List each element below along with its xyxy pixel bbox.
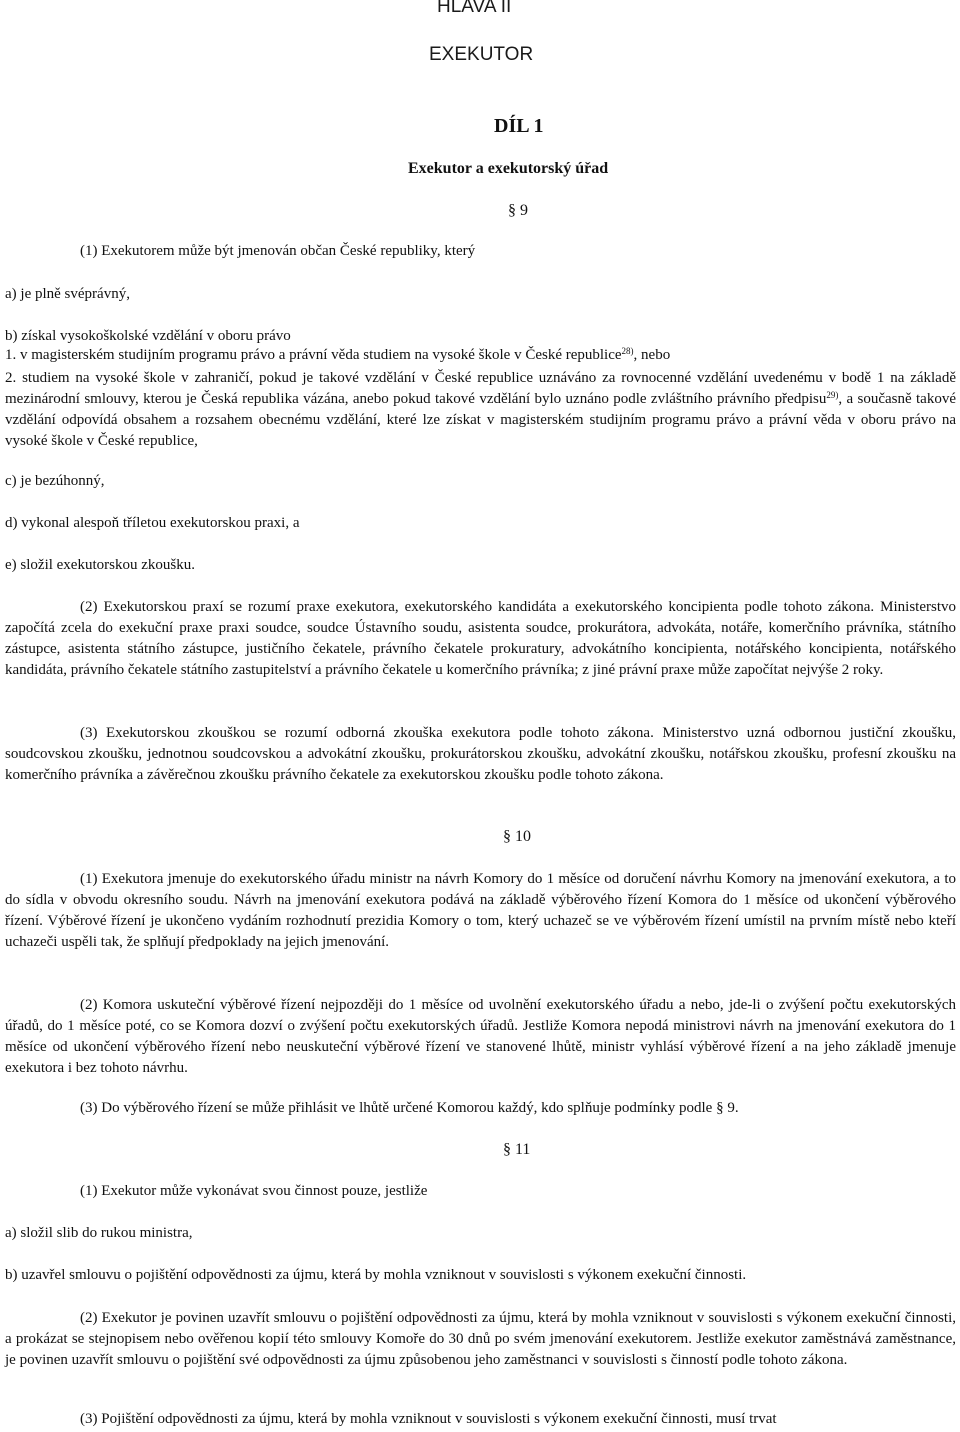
s11-paragraph-2: (2) Exekutor je povinen uzavřít smlouvu o pojištění odpovědnosti za újmu, která by mohla vzniknout v souvislosti s výkonem exekuční činnosti, a prokázat se stejnopisem nebo ověřenou kopií této smlouvy Komoře do 30 dnů po svém jmenování exekutorem. Jestliže exekutor zaměstnává zaměstnance, je povinen uzavřít smlouvu o pojištění své odpovědnosti za újmu způsobenou jeho zaměstnanci v souvislosti s činností podle tohoto zákona. bbox=[5, 1310, 956, 1368]
s10-paragraph-3: (3) Do výběrového řízení se může přihlásit ve lhůtě určené Komorou každý, kdo splňuje podmínky podle § 9. bbox=[80, 1100, 739, 1116]
s9-item-b1-tail: , nebo bbox=[633, 347, 671, 363]
section-heading-10: § 10 bbox=[503, 828, 531, 845]
s9-item-b2-tail: , a současně takové vzdělání odpovídá obsahem a rozsahem obecnému vzdělání, které lze získat v magisterském studijním programu právo a právní věda v oboru právo na vysoké škole v České republice, bbox=[5, 391, 956, 449]
s11-item-a: a) složil slib do rukou ministra, bbox=[5, 1225, 193, 1241]
s9-item-b2-text: 2. studiem na vysoké škole v zahraničí, pokud je takové vzdělání v České republice uznáváno za rovnocenné vzdělání uvedenému v bodě 1 na základě mezinárodní smlouvy, kterou je Česká republika vázána, anebo pokud takové vzdělání bylo uznáno podle zvláštního právního předpisu bbox=[5, 370, 956, 407]
part-heading: DÍL 1 bbox=[494, 115, 544, 137]
s11-item-b: b) uzavřel smlouvu o pojištění odpovědnosti za újmu, která by mohla vzniknout v souvislosti s výkonem exekuční činnosti. bbox=[5, 1267, 747, 1283]
s9-item-d: d) vykonal alespoň tříletou exekutorskou praxi, a bbox=[5, 515, 300, 531]
s10-paragraph-2: (2) Komora uskuteční výběrové řízení nejpozději do 1 měsíce od uvolnění exekutorského úřadu a nebo, jde-li o zvýšení počtu exekutorských úřadů, do 1 měsíce poté, co se Komora dozví o zvýšení počtu exekutorských úřadů. Jestliže Komora nepodá ministrovi návrh na jmenování exekutora do 1 měsíce od ukončení výběrového řízení nebo neuskuteční výběrové řízení ve stanovené lhůtě, ministr vyhlásí výběrové řízení a na jeho základě jmenuje exekutora i bez tohoto návrhu. bbox=[5, 997, 956, 1076]
section-heading-9: § 9 bbox=[508, 202, 528, 219]
s9-item-b1-text: 1. v magisterském studijním programu právo a právní věda studiem na vysoké škole v České republice bbox=[5, 347, 622, 363]
part-title: Exekutor a exekutorský úřad bbox=[408, 160, 609, 177]
chapter-heading: HLAVA II bbox=[437, 0, 512, 17]
s9-item-b2 bbox=[5, 368, 956, 452]
s9-paragraph-1-intro: (1) Exekutorem může být jmenován občan České republiky, který bbox=[80, 243, 476, 259]
s10-paragraph-1: (1) Exekutora jmenuje do exekutorského úřadu ministr na návrh Komory do 1 měsíce od doručení návrhu Komory na jmenování exekutora, a to do sídla v obvodu okresního soudu. Návrh na jmenování exekutora podává na základě výběrového řízení Komora do 1 měsíce od ukončení výběrového řízení. Výběrové řízení je ukončeno vydáním rozhodnutí prezidia Komory o tom, který uchazeč se ve výběrovém řízení umístil na prvním místě nebo kteří uchazeči uspěli tak, že splňují předpoklady na jejich jmenování. bbox=[5, 871, 956, 950]
s9-item-c: c) je bezúhonný, bbox=[5, 473, 105, 489]
s9-item-b: b) získal vysokoškolské vzdělání v oboru právo bbox=[5, 328, 291, 344]
s9-item-a: a) je plně svéprávný, bbox=[5, 286, 130, 302]
s11-paragraph-1-intro: (1) Exekutor může vykonávat svou činnost pouze, jestliže bbox=[80, 1183, 428, 1199]
footnote-ref-29: 29) bbox=[826, 390, 839, 400]
s11-paragraph-3: (3) Pojištění odpovědnosti za újmu, která by mohla vzniknout v souvislosti s výkonem exekuční činnosti, musí trvat bbox=[80, 1411, 777, 1427]
s9-item-e: e) složil exekutorskou zkoušku. bbox=[5, 557, 195, 573]
s9-item-b1 bbox=[5, 347, 670, 364]
s9-paragraph-2: (2) Exekutorskou praxí se rozumí praxe exekutora, exekutorského kandidáta a exekutorského koncipienta podle tohoto zákona. Ministerstvo započítá zcela do exekuční praxe praxi soudce, soudce Ústavního soudu, asistenta soudce, prokurátora, advokáta, notáře, komerčního právníka, státního zástupce, asistenta státního zástupce, justičního čekatele, právního čekatele prokuratury, advokátního koncipienta, notářského koncipienta, notářského kandidáta, právního čekatele státního zastupitelství a právního čekatele u komerčního právníka; z jiné právní praxe může započítat nejvýše 2 roky. bbox=[5, 599, 956, 678]
section-heading-11: § 11 bbox=[503, 1141, 531, 1158]
chapter-title: EXEKUTOR bbox=[429, 44, 534, 65]
footnote-ref-28: 28) bbox=[621, 346, 634, 356]
s9-paragraph-3: (3) Exekutorskou zkouškou se rozumí odborná zkouška exekutora podle tohoto zákona. Ministerstvo uzná odbornou justiční zkoušku, soudcovskou zkoušku, jednotnou soudcovskou a advokátní zkoušku, prokurátorskou zkoušku, advokátní zkoušku, notářskou zkoušku, profesní zkoušku na komerčního právníka a závěrečnou zkoušku právního čekatele za exekutorskou zkoušku podle tohoto zákona. bbox=[5, 725, 956, 783]
